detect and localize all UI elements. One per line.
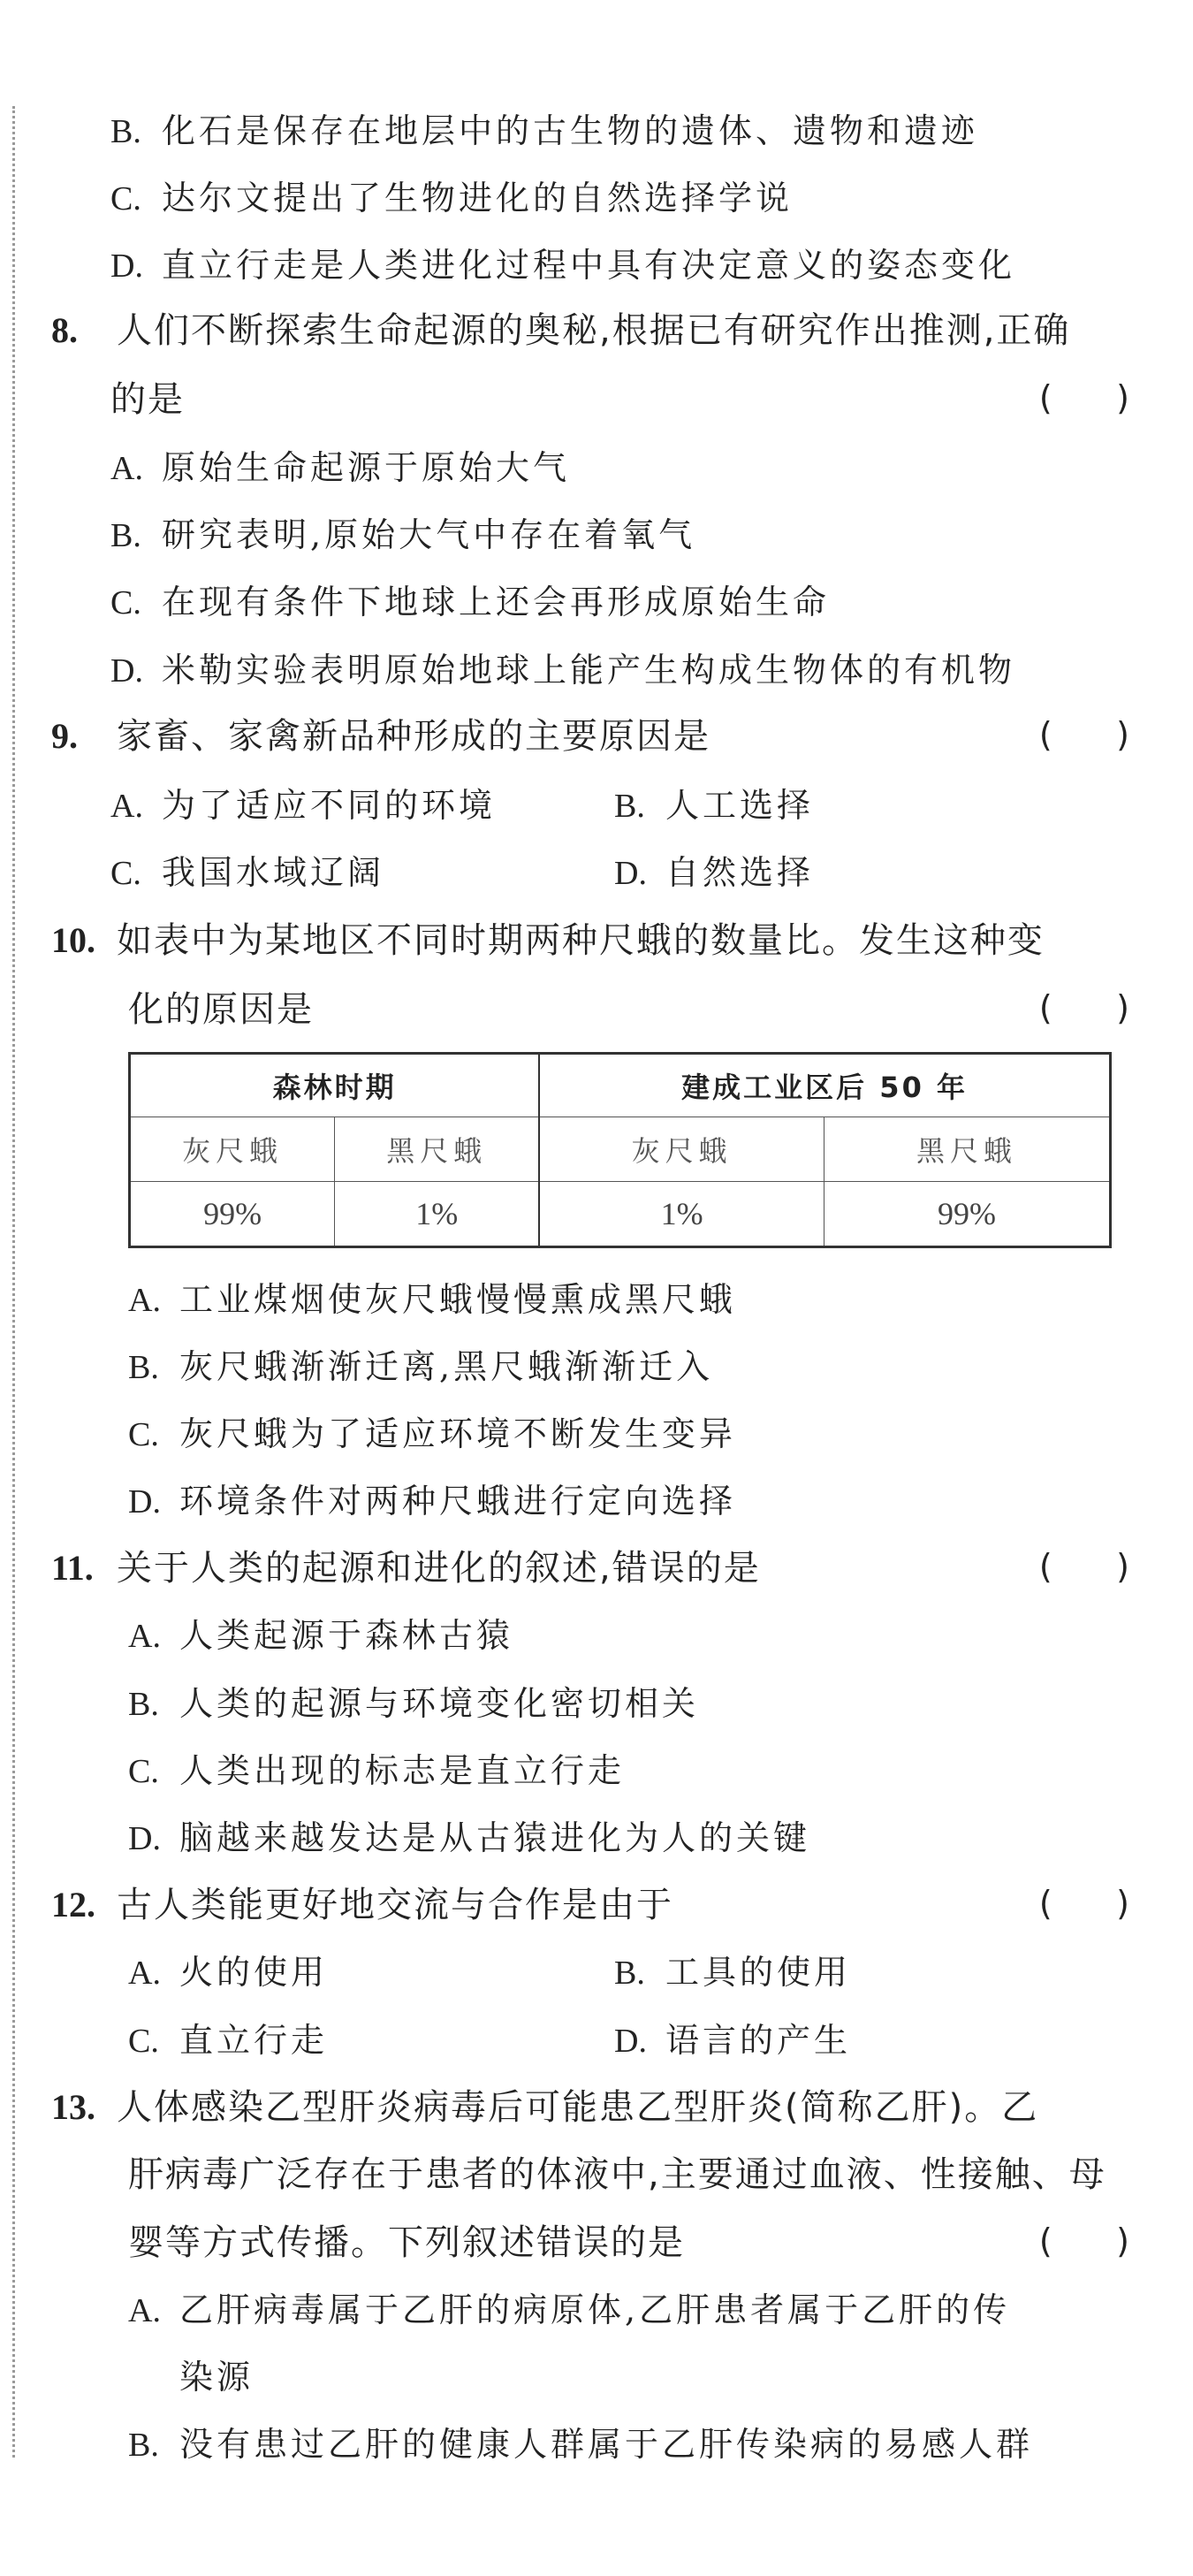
q9-answer-bracket[interactable]: ( ) [1038,715,1129,754]
question-number: 12. [51,1885,95,1924]
page-margin-line [12,106,15,2458]
q13-stem: 13. 人体感染乙型肝炎病毒后可能患乙型肝炎(简称乙肝)。乙 [51,2087,1039,2128]
q8-option-d[interactable]: D. 米勒实验表明原始地球上能产生构成生物体的有机物 [110,651,1016,690]
q9-option-c[interactable]: C. 我国水域辽阔 [110,853,385,892]
table-cell: 99% [130,1182,335,1247]
q9-option-d[interactable]: D. 自然选择 [614,853,815,892]
table-column-header: 灰尺蛾 [539,1117,824,1182]
table-cell: 1% [539,1182,824,1247]
table-group-header: 建成工业区后 50 年 [539,1054,1110,1117]
question-number: 11. [51,1548,94,1588]
q8-option-c[interactable]: C. 在现有条件下地球上还会再形成原始生命 [110,583,831,621]
q12-option-b[interactable]: B. 工具的使用 [614,1953,852,1992]
table-group-header: 森林时期 [130,1054,540,1117]
q10-option-c[interactable]: C. 灰尺蛾为了适应环境不断发生变异 [128,1414,737,1453]
q12-option-c[interactable]: C. 直立行走 [128,2021,329,2060]
q13-option-a[interactable]: A. 乙肝病毒属于乙肝的病原体,乙肝患者属于乙肝的传 [128,2290,1011,2329]
table-row [130,1182,1111,1247]
q7-option-b[interactable]: B. 化石是保存在地层中的古生物的遗体、遗物和遗迹 [110,111,979,150]
table-column-header: 黑尺蛾 [335,1117,539,1182]
q11-option-a[interactable]: A. 人类起源于森林古猿 [128,1616,514,1655]
q13-stem-line2: 肝病毒广泛存在于患者的体液中,主要通过血液、性接触、母 [128,2154,1106,2195]
q9-stem: 9. 家畜、家禽新品种形成的主要原因是 [51,716,710,757]
question-number: 8. [51,310,78,350]
q8-option-b[interactable]: B. 研究表明,原始大气中存在着氧气 [110,515,696,554]
q10-stem-line2: 化的原因是 [128,989,314,1030]
q11-option-b[interactable]: B. 人类的起源与环境变化密切相关 [128,1684,700,1723]
q12-option-a[interactable]: A. 火的使用 [128,1953,329,1992]
q8-answer-bracket[interactable]: ( ) [1038,378,1129,417]
moth-ratio-table [128,1052,1112,1248]
question-number: 9. [51,716,78,756]
question-number: 13. [51,2087,95,2127]
q11-option-c[interactable]: C. 人类出现的标志是直立行走 [128,1751,626,1790]
q13-option-b[interactable]: B. 没有患过乙肝的健康人群属于乙肝传染病的易感人群 [128,2425,1034,2464]
q13-option-a-line2: 染源 [179,2358,255,2397]
q12-stem: 12. 古人类能更好地交流与合作是由于 [51,1885,673,1925]
q10-option-b[interactable]: B. 灰尺蛾渐渐迁离,黑尺蛾渐渐迁入 [128,1347,714,1386]
table-column-header: 黑尺蛾 [824,1117,1111,1182]
q13-stem-line3: 婴等方式传播。下列叙述错误的是 [128,2222,685,2263]
table-header-row [130,1054,1111,1117]
table-cell: 1% [335,1182,539,1247]
q9-option-b[interactable]: B. 人工选择 [614,786,815,825]
q8-stem: 8. 人们不断探索生命起源的奥秘,根据已有研究作出推测,正确 [51,310,1071,351]
q8-stem-line2: 的是 [110,379,185,420]
q10-option-a[interactable]: A. 工业煤烟使灰尺蛾慢慢熏成黑尺蛾 [128,1280,737,1319]
table-cell: 99% [824,1182,1111,1247]
q10-option-d[interactable]: D. 环境条件对两种尺蛾进行定向选择 [128,1482,737,1520]
table-subheader-row [130,1117,1111,1182]
q12-answer-bracket[interactable]: ( ) [1038,1884,1129,1923]
q12-option-d[interactable]: D. 语言的产生 [614,2021,852,2060]
question-number: 10. [51,920,95,960]
q7-option-c[interactable]: C. 达尔文提出了生物进化的自然选择学说 [110,179,794,217]
table-column-header: 灰尺蛾 [130,1117,335,1182]
q10-stem: 10. 如表中为某地区不同时期两种尺蛾的数量比。发生这种变 [51,920,1045,961]
q9-option-a[interactable]: A. 为了适应不同的环境 [110,786,497,825]
q11-option-d[interactable]: D. 脑越来越发达是从古猿进化为人的关键 [128,1818,811,1857]
q11-answer-bracket[interactable]: ( ) [1038,1547,1129,1586]
q11-stem: 11. 关于人类的起源和进化的叙述,错误的是 [51,1548,761,1589]
q7-option-d[interactable]: D. 直立行走是人类进化过程中具有决定意义的姿态变化 [110,246,1016,285]
q13-answer-bracket[interactable]: ( ) [1038,2222,1129,2260]
q10-answer-bracket[interactable]: ( ) [1038,988,1129,1027]
q8-option-a[interactable]: A. 原始生命起源于原始大气 [110,448,571,487]
